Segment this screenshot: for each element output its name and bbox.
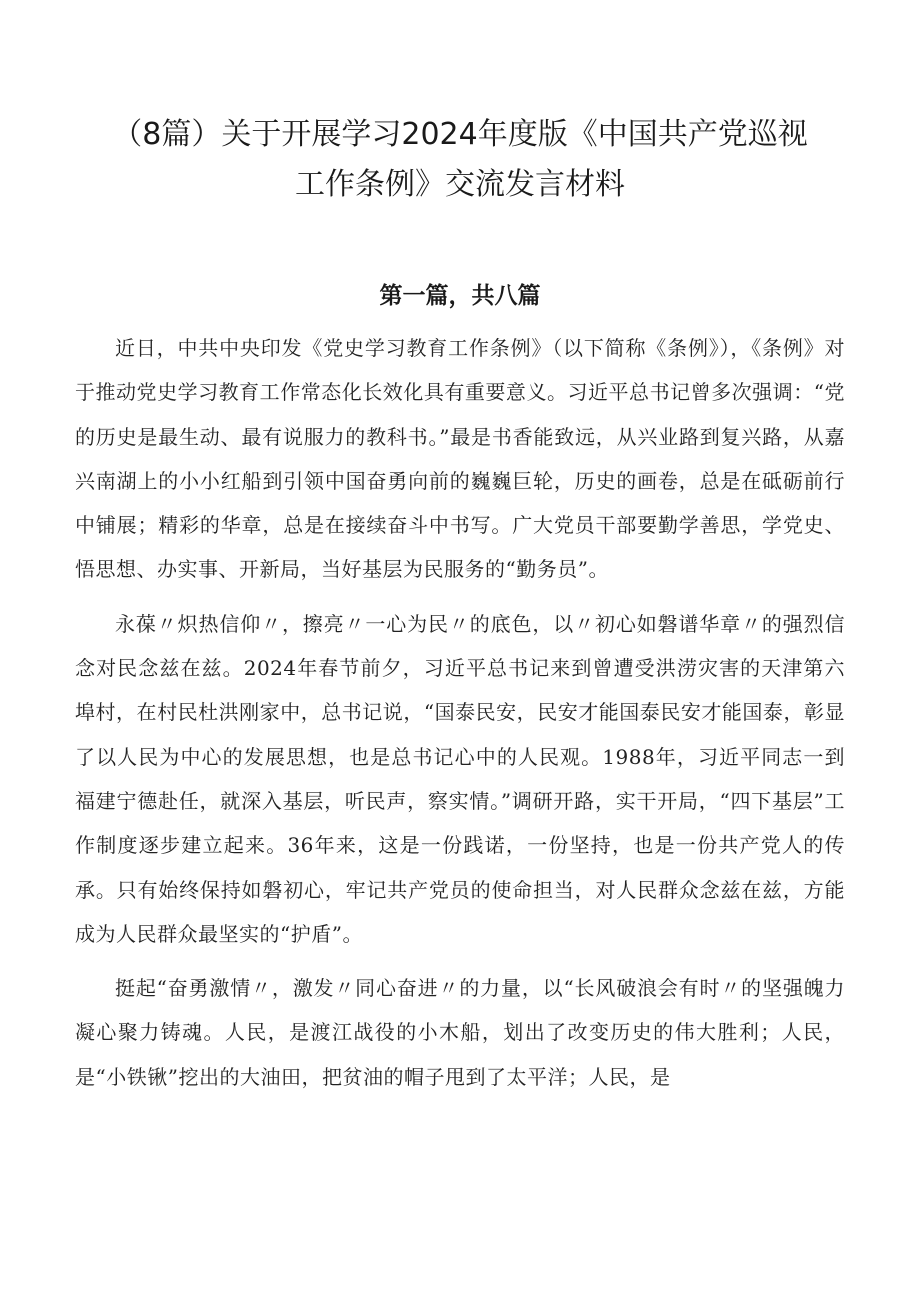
- section-heading: 第一篇，共八篇: [379, 283, 541, 309]
- paragraph: 永葆〃炽热信仰〃，擦亮〃一心为民〃的底色，以〃初心如磐谱华章〃的强烈信念对民念兹在兹。2024年春节前夕，习近平总书记来到曾遭受洪涝灾害的天津第六埠村，在村民杜洪刚家中，总书记说，“国泰民安，民安才能国泰民安才能国泰，彰显了以人民为中心的发展思想，也是总书记心中的人民观。1988年，习近平同志一到福建宁德赴任，就深入基层，听民声，察实情。”调研开路，实干开局，“四下基层”工作制度逐步建立起来。36年来，这是一份践诺，一份坚持，也是一份共产党人的传承。只有始终保持如磐初心，牢记共产党员的使命担当，对人民群众念兹在兹，方能成为人民群众最坚实的“护盾”。: [75, 611, 845, 946]
- document-title: （8篇）关于开展学习2024年度版《中国共产党巡视工作条例》交流发言材料: [112, 117, 808, 202]
- paragraph: 近日，中共中央印发《党史学习教育工作条例》（以下简称《条例》），《条例》对于推动党史学习教育工作常态化长效化具有重要意义。习近平总书记曾多次强调：“党的历史是最生动、最有说服力的教科书。”最是书香能致远，从兴业路到复兴路，从嘉兴南湖上的小小红船到引领中国奋勇向前的巍巍巨轮，历史的画卷，总是在砥砺前行中铺展；精彩的华章，总是在接续奋斗中书写。广大党员干部要勤学善思，学党史、悟思想、办实事、开新局，当好基层为民服务的“勤务员”。: [75, 336, 845, 582]
- paragraph: 挺起“奋勇激情〃，激发〃同心奋进〃的力量，以“长风破浪会有时〃的坚强魄力凝心聚力铸魂。人民，是渡江战役的小木船，划出了改变历史的伟大胜利；人民，是“小铁锹”挖出的大油田，把贫油的帽子甩到了太平洋；人民，是: [75, 976, 845, 1089]
- document-body: [75, 326, 845, 1109]
